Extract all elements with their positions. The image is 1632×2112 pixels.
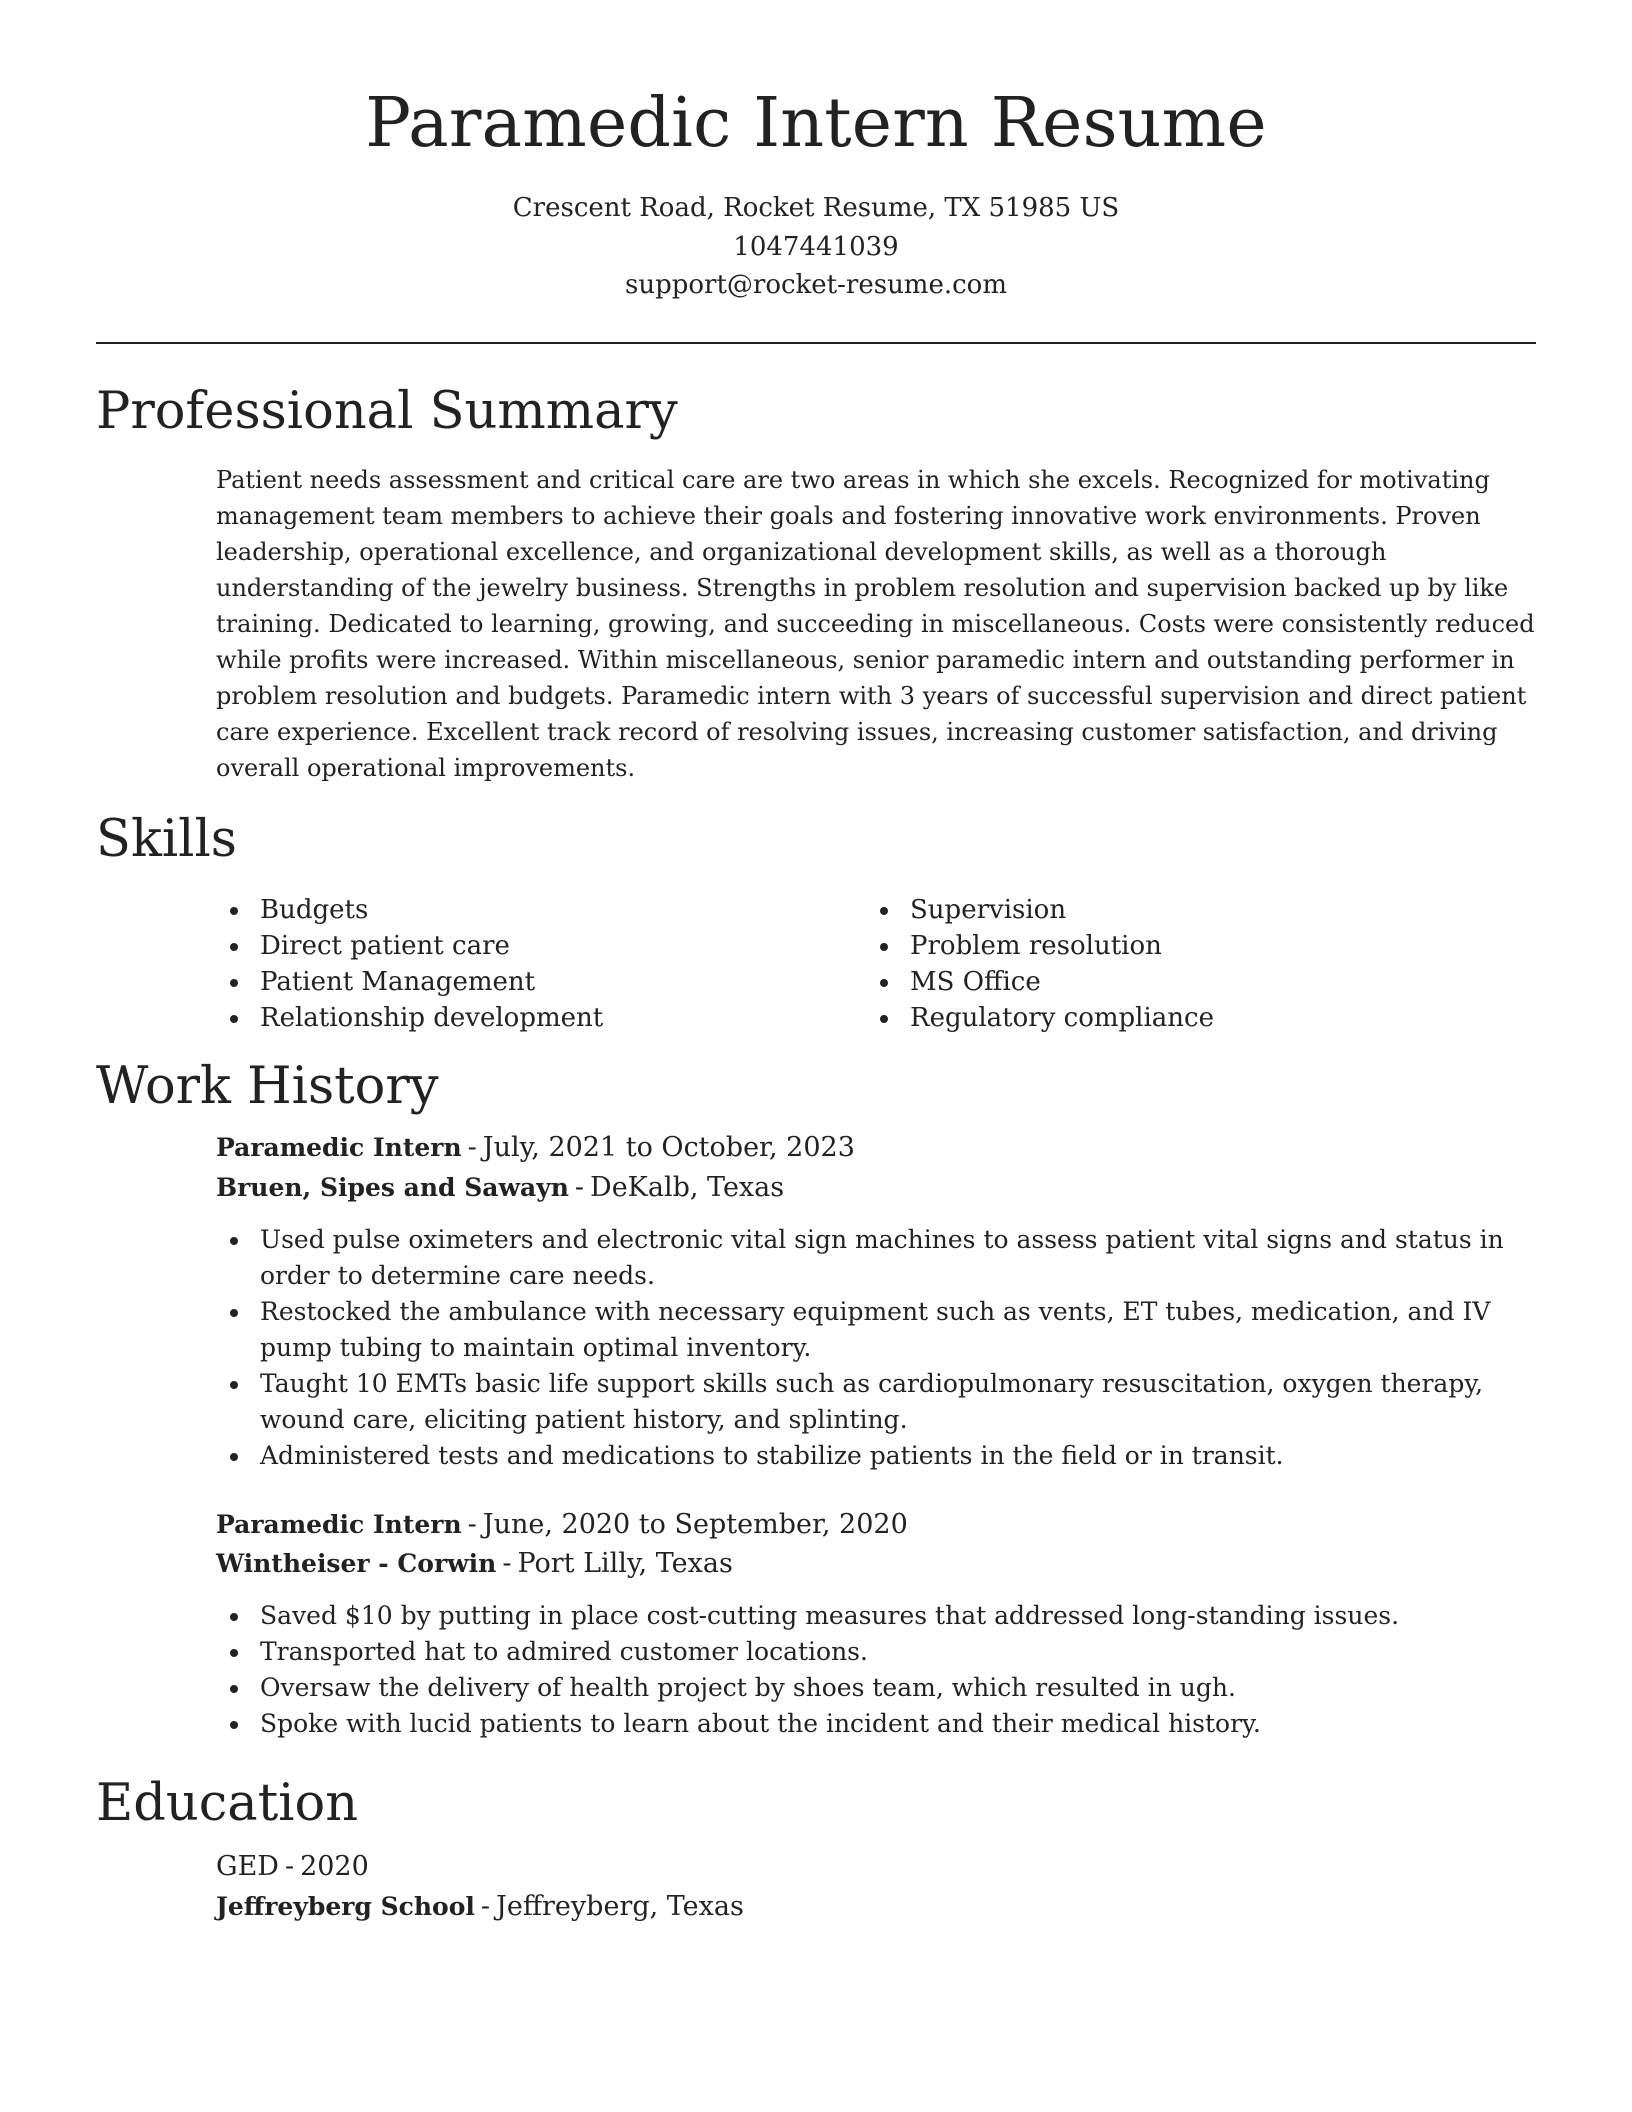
section-title-work-history: Work History <box>96 1057 439 1116</box>
job-1-role: Paramedic Intern <box>216 1133 462 1162</box>
job-2-employer-line: Wintheiser - Corwin - Port Lilly, Texas <box>216 1548 733 1579</box>
job-1-location: DeKalb, Texas <box>590 1172 785 1203</box>
summary-text: Patient needs assessment and critical care are two areas in which she excels. Recognized for motivating management team members to achieve their goals and fostering innovative work environments. Proven leadership, operational excellence, and organizational development skills, as well as a thorough understanding of the jewelry business. Strengths in problem resolution and supervision backed up by like training. Dedicated to learning, growing, and succeeding in miscellaneous. Costs were consistently reduced while profits were increased. Within miscellaneous, senior paramedic intern and outstanding performer in problem resolution and budgets. Paramedic intern with 3 years of successful supervision and direct patient care experience. Excellent track record of resolving issues, increasing customer satisfaction, and driving overall operational improvements. <box>216 466 1535 782</box>
skill-item: Relationship development <box>216 1000 816 1036</box>
job-1-bullets <box>216 1222 1538 1474</box>
contact-phone: 1047441039 <box>733 232 899 262</box>
job-bullet: Oversaw the delivery of health project by shoes team, which resulted in ugh. <box>216 1670 1538 1706</box>
job-2-bullets <box>216 1598 1538 1742</box>
skill-item: Direct patient care <box>216 928 816 964</box>
job-bullet: Transported hat to admired customer locations. <box>216 1634 1538 1670</box>
job-1-title-line: Paramedic Intern - July, 2021 to October, 2023 <box>216 1132 855 1163</box>
job-1-dates: July, 2021 to October, 2023 <box>482 1132 855 1163</box>
skill-item: MS Office <box>866 964 1506 1000</box>
job-bullet: Saved $10 by putting in place cost-cutting measures that addressed long-standing issues. <box>216 1598 1538 1634</box>
job-2-location: Port Lilly, Texas <box>517 1548 733 1579</box>
contact-address: Crescent Road, Rocket Resume, TX 51985 US <box>512 193 1120 223</box>
job-bullet: Restocked the ambulance with necessary equipment such as vents, ET tubes, medication, and IV pump tubing to maintain optimal inventory. <box>216 1294 1538 1366</box>
job-2-dates: June, 2020 to September, 2020 <box>482 1509 908 1540</box>
skill-item: Problem resolution <box>866 928 1506 964</box>
education-school-line: Jeffreyberg School - Jeffreyberg, Texas <box>216 1891 744 1922</box>
job-2-title-line: Paramedic Intern - June, 2020 to September, 2020 <box>216 1509 908 1540</box>
job-bullet: Administered tests and medications to stabilize patients in the field or in transit. <box>216 1438 1538 1474</box>
job-bullet: Taught 10 EMTs basic life support skills such as cardiopulmonary resuscitation, oxygen therapy, wound care, eliciting patient history, and splinting. <box>216 1366 1538 1438</box>
education-degree-line: GED - 2020 <box>216 1851 369 1882</box>
job-2-role: Paramedic Intern <box>216 1510 462 1539</box>
section-title-education: Education <box>96 1774 359 1833</box>
job-bullet: Spoke with lucid patients to learn about the incident and their medical history. <box>216 1706 1538 1742</box>
skill-item: Patient Management <box>216 964 816 1000</box>
skills-list-right <box>866 892 1506 1036</box>
job-2-employer: Wintheiser - Corwin <box>216 1549 497 1578</box>
skill-item: Budgets <box>216 892 816 928</box>
education-degree: GED <box>216 1851 279 1882</box>
education-school: Jeffreyberg School <box>216 1892 475 1921</box>
job-1-employer: Bruen, Sipes and Sawayn <box>216 1173 569 1202</box>
job-1-employer-line: Bruen, Sipes and Sawayn - DeKalb, Texas <box>216 1172 785 1203</box>
section-title-summary: Professional Summary <box>96 382 678 441</box>
skill-item: Regulatory compliance <box>866 1000 1506 1036</box>
education-location: Jeffreyberg, Texas <box>496 1891 744 1922</box>
skills-list-left <box>216 892 816 1036</box>
header-divider <box>96 342 1536 344</box>
job-bullet: Used pulse oximeters and electronic vital sign machines to assess patient vital signs and status in order to determine care needs. <box>216 1222 1538 1294</box>
skill-item: Supervision <box>866 892 1506 928</box>
section-title-skills: Skills <box>96 810 237 869</box>
contact-email[interactable]: support@rocket-resume.com <box>624 270 1007 300</box>
education-year: 2020 <box>300 1851 369 1882</box>
resume-title: Paramedic Intern Resume <box>365 84 1267 163</box>
